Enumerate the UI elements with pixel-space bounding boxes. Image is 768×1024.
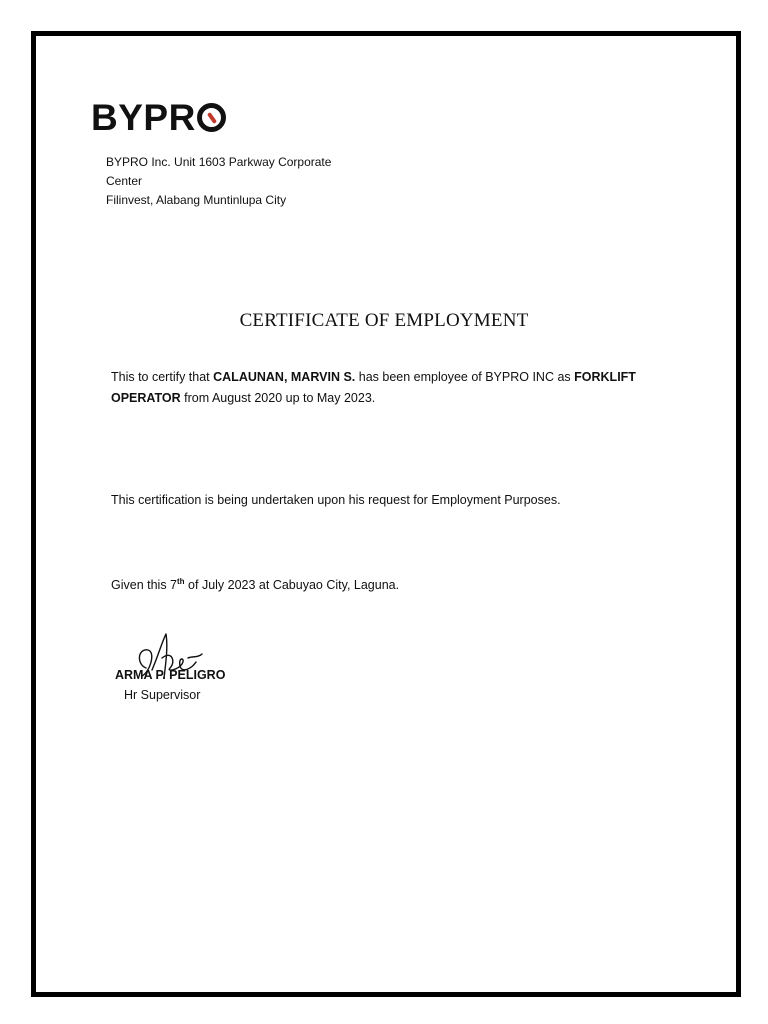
certification-paragraph: [111, 367, 691, 409]
given-date-paragraph: [111, 571, 691, 596]
address-line-1: BYPRO Inc. Unit 1603 Parkway Corporate: [106, 155, 332, 169]
address-line-3: Filinvest, Alabang Muntinlupa City: [106, 193, 287, 207]
p3-start: Given this 7: [111, 578, 178, 593]
signatory-name: ARMA P. PELIGRO: [115, 668, 226, 682]
ordinal-suffix: th: [177, 577, 185, 586]
company-address: [106, 153, 366, 210]
company-logo: [89, 66, 245, 152]
certificate-title: CERTIFICATE OF EMPLOYMENT: [239, 310, 529, 331]
purpose-paragraph: This certification is being undertaken upon his request for Employment Purposes.: [111, 493, 561, 507]
position-line-1: FORKLIFT: [574, 370, 636, 384]
logo-text: BYPR: [91, 97, 196, 138]
address-line-2: Center: [106, 174, 143, 188]
p3-end: of July 2023 at Cabuyao City, Laguna.: [184, 578, 400, 593]
signatory-title: Hr Supervisor: [124, 688, 201, 702]
employee-name: CALAUNAN, MARVIN S.: [213, 370, 356, 384]
p1-middle: has been employee of BYPRO INC as: [355, 370, 575, 384]
logo-gauge-icon: [197, 103, 226, 132]
p1-end: from August 2020 up to May 2023.: [180, 391, 376, 405]
position-line-2: OPERATOR: [111, 391, 181, 405]
p1-intro: This to certify that: [111, 370, 214, 384]
